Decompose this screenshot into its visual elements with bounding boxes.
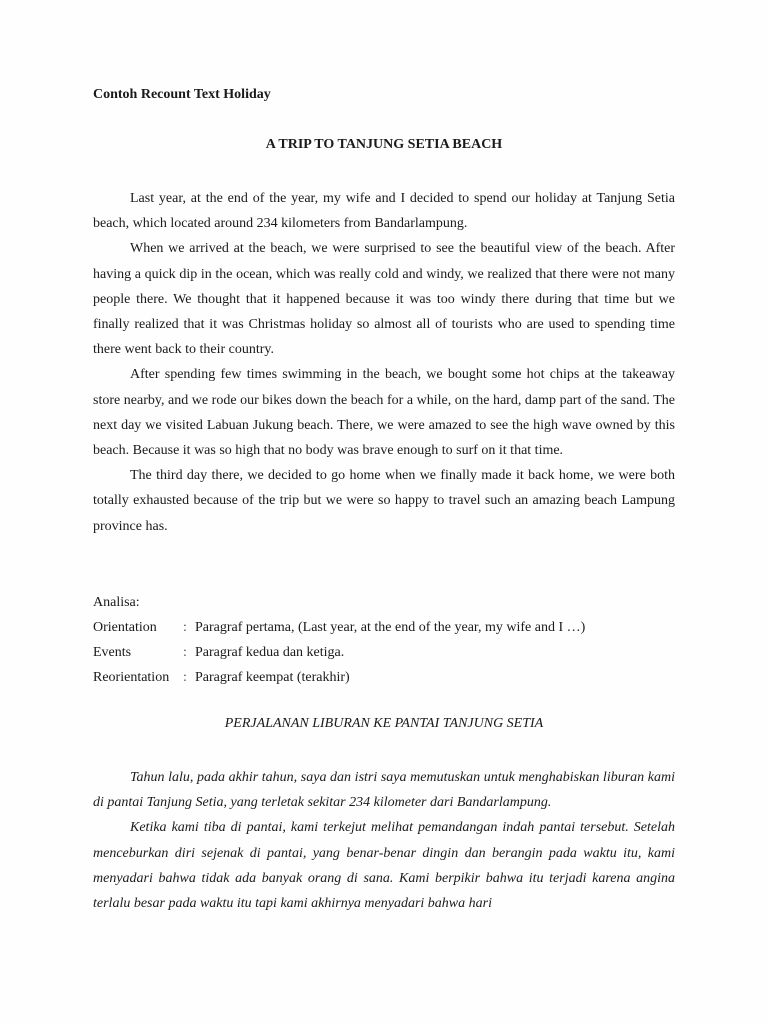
paragraph-reorientation: The third day there, we decided to go home when we finally made it back home, we were both totally exhausted because of the trip but we were so happy to travel such an amazing beach Lampung province has. xyxy=(93,468,675,534)
analysis-key: Reorientation xyxy=(93,670,170,685)
analysis-value: Paragraf kedua dan ketiga. xyxy=(195,645,345,660)
paragraph-orientation: Last year, at the end of the year, my wife and I decided to spend our holiday at Tanjung Setia beach, which located around 234 kilometers from Bandarlampung. xyxy=(93,191,675,232)
story-title: A TRIP TO TANJUNG SETIA BEACH xyxy=(265,137,503,152)
analysis-label: Analisa: xyxy=(93,595,140,610)
analysis-key: Orientation xyxy=(93,620,157,635)
document-heading: Contoh Recount Text Holiday xyxy=(93,87,271,102)
story-body xyxy=(93,186,675,539)
analysis-separator: : xyxy=(183,620,187,635)
translation-body xyxy=(93,765,675,916)
translation-title: PERJALANAN LIBURAN KE PANTAI TANJUNG SETIA xyxy=(224,716,544,731)
paragraph-event-2: After spending few times swimming in the beach, we bought some hot chips at the takeaway store nearby, and we rode our bikes down the beach for a while, on the hard, damp part of the sand. The next day we visited Labuan Jukung beach. There, we were amazed to see the high wave owned by this beach. Because it was so high that no body was brave enough to surf on it that time. xyxy=(93,367,675,459)
analysis-key: Events xyxy=(93,645,132,660)
analysis-row-reorientation xyxy=(93,665,675,690)
analysis-row-orientation xyxy=(93,615,675,640)
paragraph-event-1: When we arrived at the beach, we were surprised to see the beautiful view of the beach. After having a quick dip in the ocean, which was really cold and windy, we realized that there were not many people there. We thought that it happened because it was too windy there during that time but we finally realized that it was Christmas holiday so almost all of tourists who are used to spending time there went back to their country. xyxy=(93,241,675,358)
analysis-separator: : xyxy=(183,670,187,685)
analysis-separator: : xyxy=(183,645,187,660)
analysis-section xyxy=(93,590,675,690)
translation-paragraph-2: Ketika kami tiba di pantai, kami terkejut melihat pemandangan indah pantai tersebut. Setelah menceburkan diri sejenak di pantai, yang benar-benar dingin dan berangin pada waktu itu, kami menyadari bahwa tidak ada banyak orang di sana. Kami berpikir bahwa itu terjadi karena angina terlalu besar pada waktu itu tapi kami akhirnya menyadari bahwa hari xyxy=(93,820,675,912)
translation-paragraph-1: Tahun lalu, pada akhir tahun, saya dan istri saya memutuskan untuk menghabiskan liburan kami di pantai Tanjung Setia, yang terletak sekitar 234 kilometer dari Bandarlampung. xyxy=(93,770,675,811)
analysis-value: Paragraf keempat (terakhir) xyxy=(195,670,350,685)
analysis-value: Paragraf pertama, (Last year, at the end of the year, my wife and I …) xyxy=(195,620,586,635)
analysis-row-events xyxy=(93,640,675,665)
